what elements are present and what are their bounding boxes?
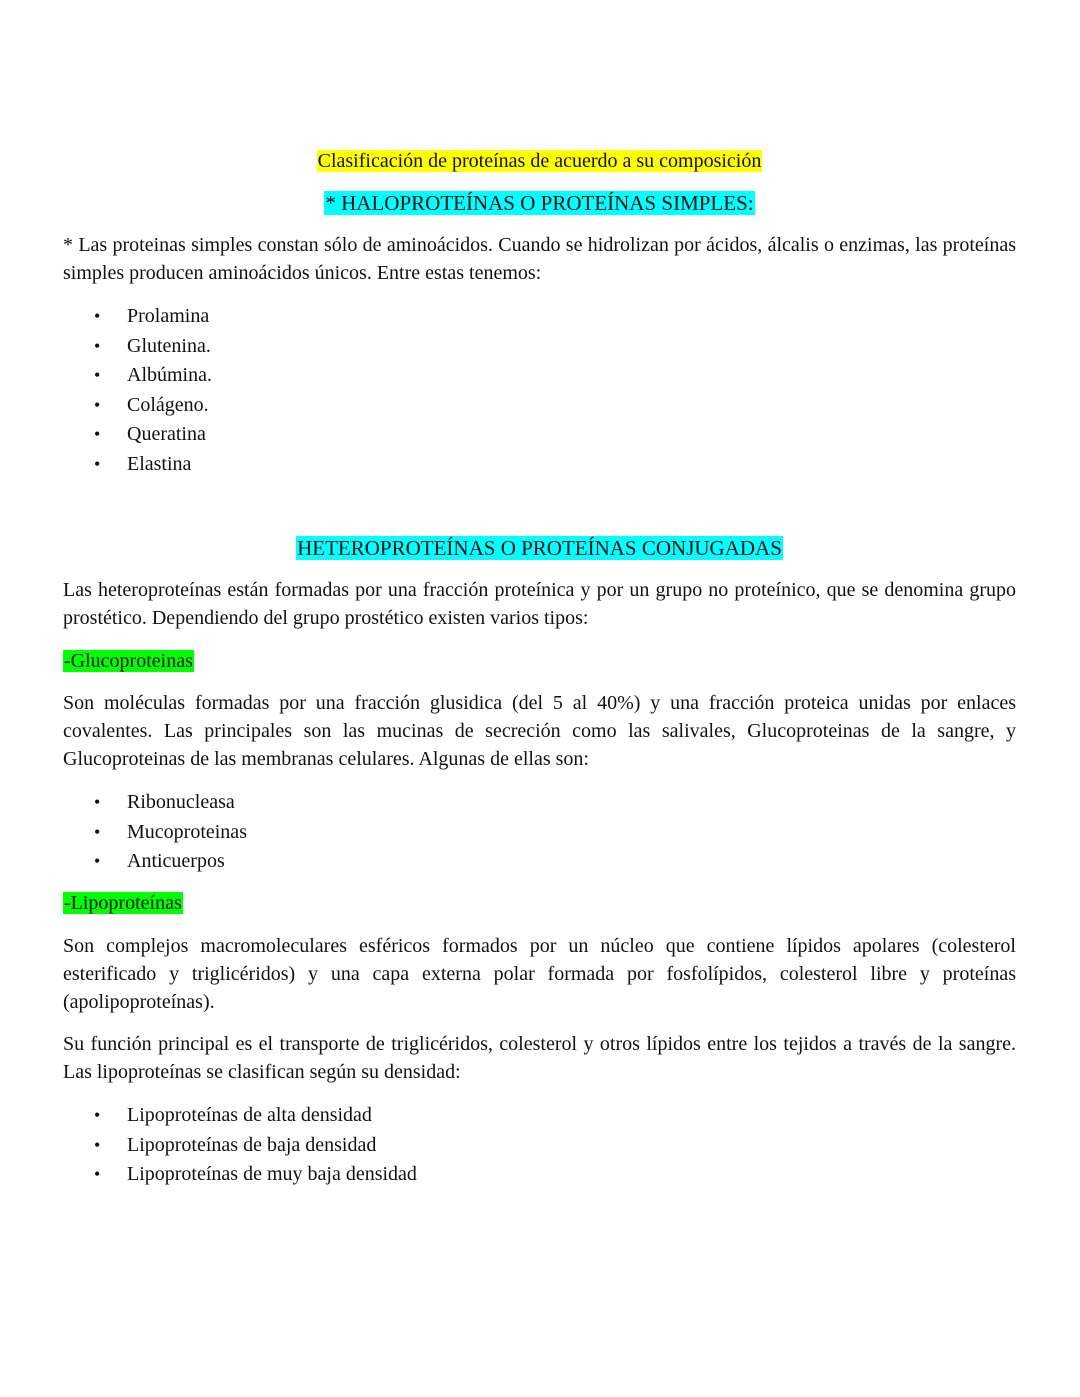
bullet-icon: •: [94, 453, 101, 474]
bullet-icon: •: [94, 424, 101, 445]
bullet-icon: •: [94, 1134, 101, 1155]
bullet-icon: •: [94, 792, 101, 812]
list-item: • Lipoproteínas de baja densidad: [63, 1131, 1016, 1161]
bullet-icon: •: [94, 1105, 101, 1125]
bullet-icon: •: [94, 306, 101, 326]
document-title: Clasificación de proteínas de acuerdo a su composición: [317, 150, 762, 172]
bullet-icon: •: [94, 394, 101, 415]
list-item: • Elastina: [63, 450, 1016, 480]
subheading-glucoproteinas: -Glucoproteinas: [64, 650, 193, 672]
list-item: • Albúmina.: [63, 361, 1016, 391]
list-item: • Colágeno.: [63, 391, 1016, 421]
paragraph-lipoproteins-function: Su función principal es el transporte de triglicéridos, colesterol y otros lípidos entre los tejidos a través de la sangre. Las lipoproteínas se clasifican según su densidad:: [63, 1033, 1016, 1083]
section-heading-heteroproteinas: HETEROPROTEÍNAS O PROTEÍNAS CONJUGADAS: [297, 536, 782, 560]
bullet-icon: •: [94, 335, 101, 356]
paragraph-lipoproteins-structure: Son complejos macromoleculares esféricos formados por un núcleo que contiene lípidos apolares (colesterol esterificado y triglicéridos) y una capa externa polar formada por fosfolípidos, colesterol libre y proteínas (apolipoproteínas).: [63, 935, 1016, 1013]
paragraph-simple-proteins: * Las proteinas simples constan sólo de aminoácidos. Cuando se hidrolizan por ácidos, álcalis o enzimas, las proteínas simples producen aminoácidos únicos. Entre estas tenemos:: [63, 234, 1016, 284]
list-item: • Lipoproteínas de alta densidad: [63, 1101, 1016, 1131]
list-item: • Mucoproteinas: [63, 818, 1016, 848]
lipoproteins-list: [63, 1101, 1016, 1190]
list-item: • Anticuerpos: [63, 847, 1016, 877]
paragraph-heteroproteins: Las heteroproteínas están formadas por una fracción proteínica y por un grupo no proteínico, que se denomina grupo prostético. Dependiendo del grupo prostético existen varios tipos:: [63, 579, 1016, 629]
list-item: • Lipoproteínas de muy baja densidad: [63, 1160, 1016, 1190]
list-item: • Ribonucleasa: [63, 788, 1016, 818]
subheading-lipoproteinas: -Lipoproteínas: [64, 892, 182, 914]
list-item: • Prolamina: [63, 302, 1016, 332]
list-item: • Glutenina.: [63, 332, 1016, 362]
glucoproteins-list: [63, 788, 1016, 877]
section-heading-haloproteinas: * HALOPROTEÍNAS O PROTEÍNAS SIMPLES:: [325, 191, 754, 215]
list-item: • Queratina: [63, 420, 1016, 450]
paragraph-glucoproteins: Son moléculas formadas por una fracción glusidica (del 5 al 40%) y una fracción proteica unidas por enlaces covalentes. Las principales son las mucinas de secreción como las salivales, Glucoproteinas de la sangre, y Glucoproteinas de las membranas celulares. Algunas de ellas son:: [63, 692, 1016, 770]
bullet-icon: •: [94, 851, 101, 872]
bullet-icon: •: [94, 1164, 101, 1185]
simple-proteins-list: [63, 302, 1016, 480]
bullet-icon: •: [94, 365, 101, 386]
bullet-icon: •: [94, 821, 101, 842]
